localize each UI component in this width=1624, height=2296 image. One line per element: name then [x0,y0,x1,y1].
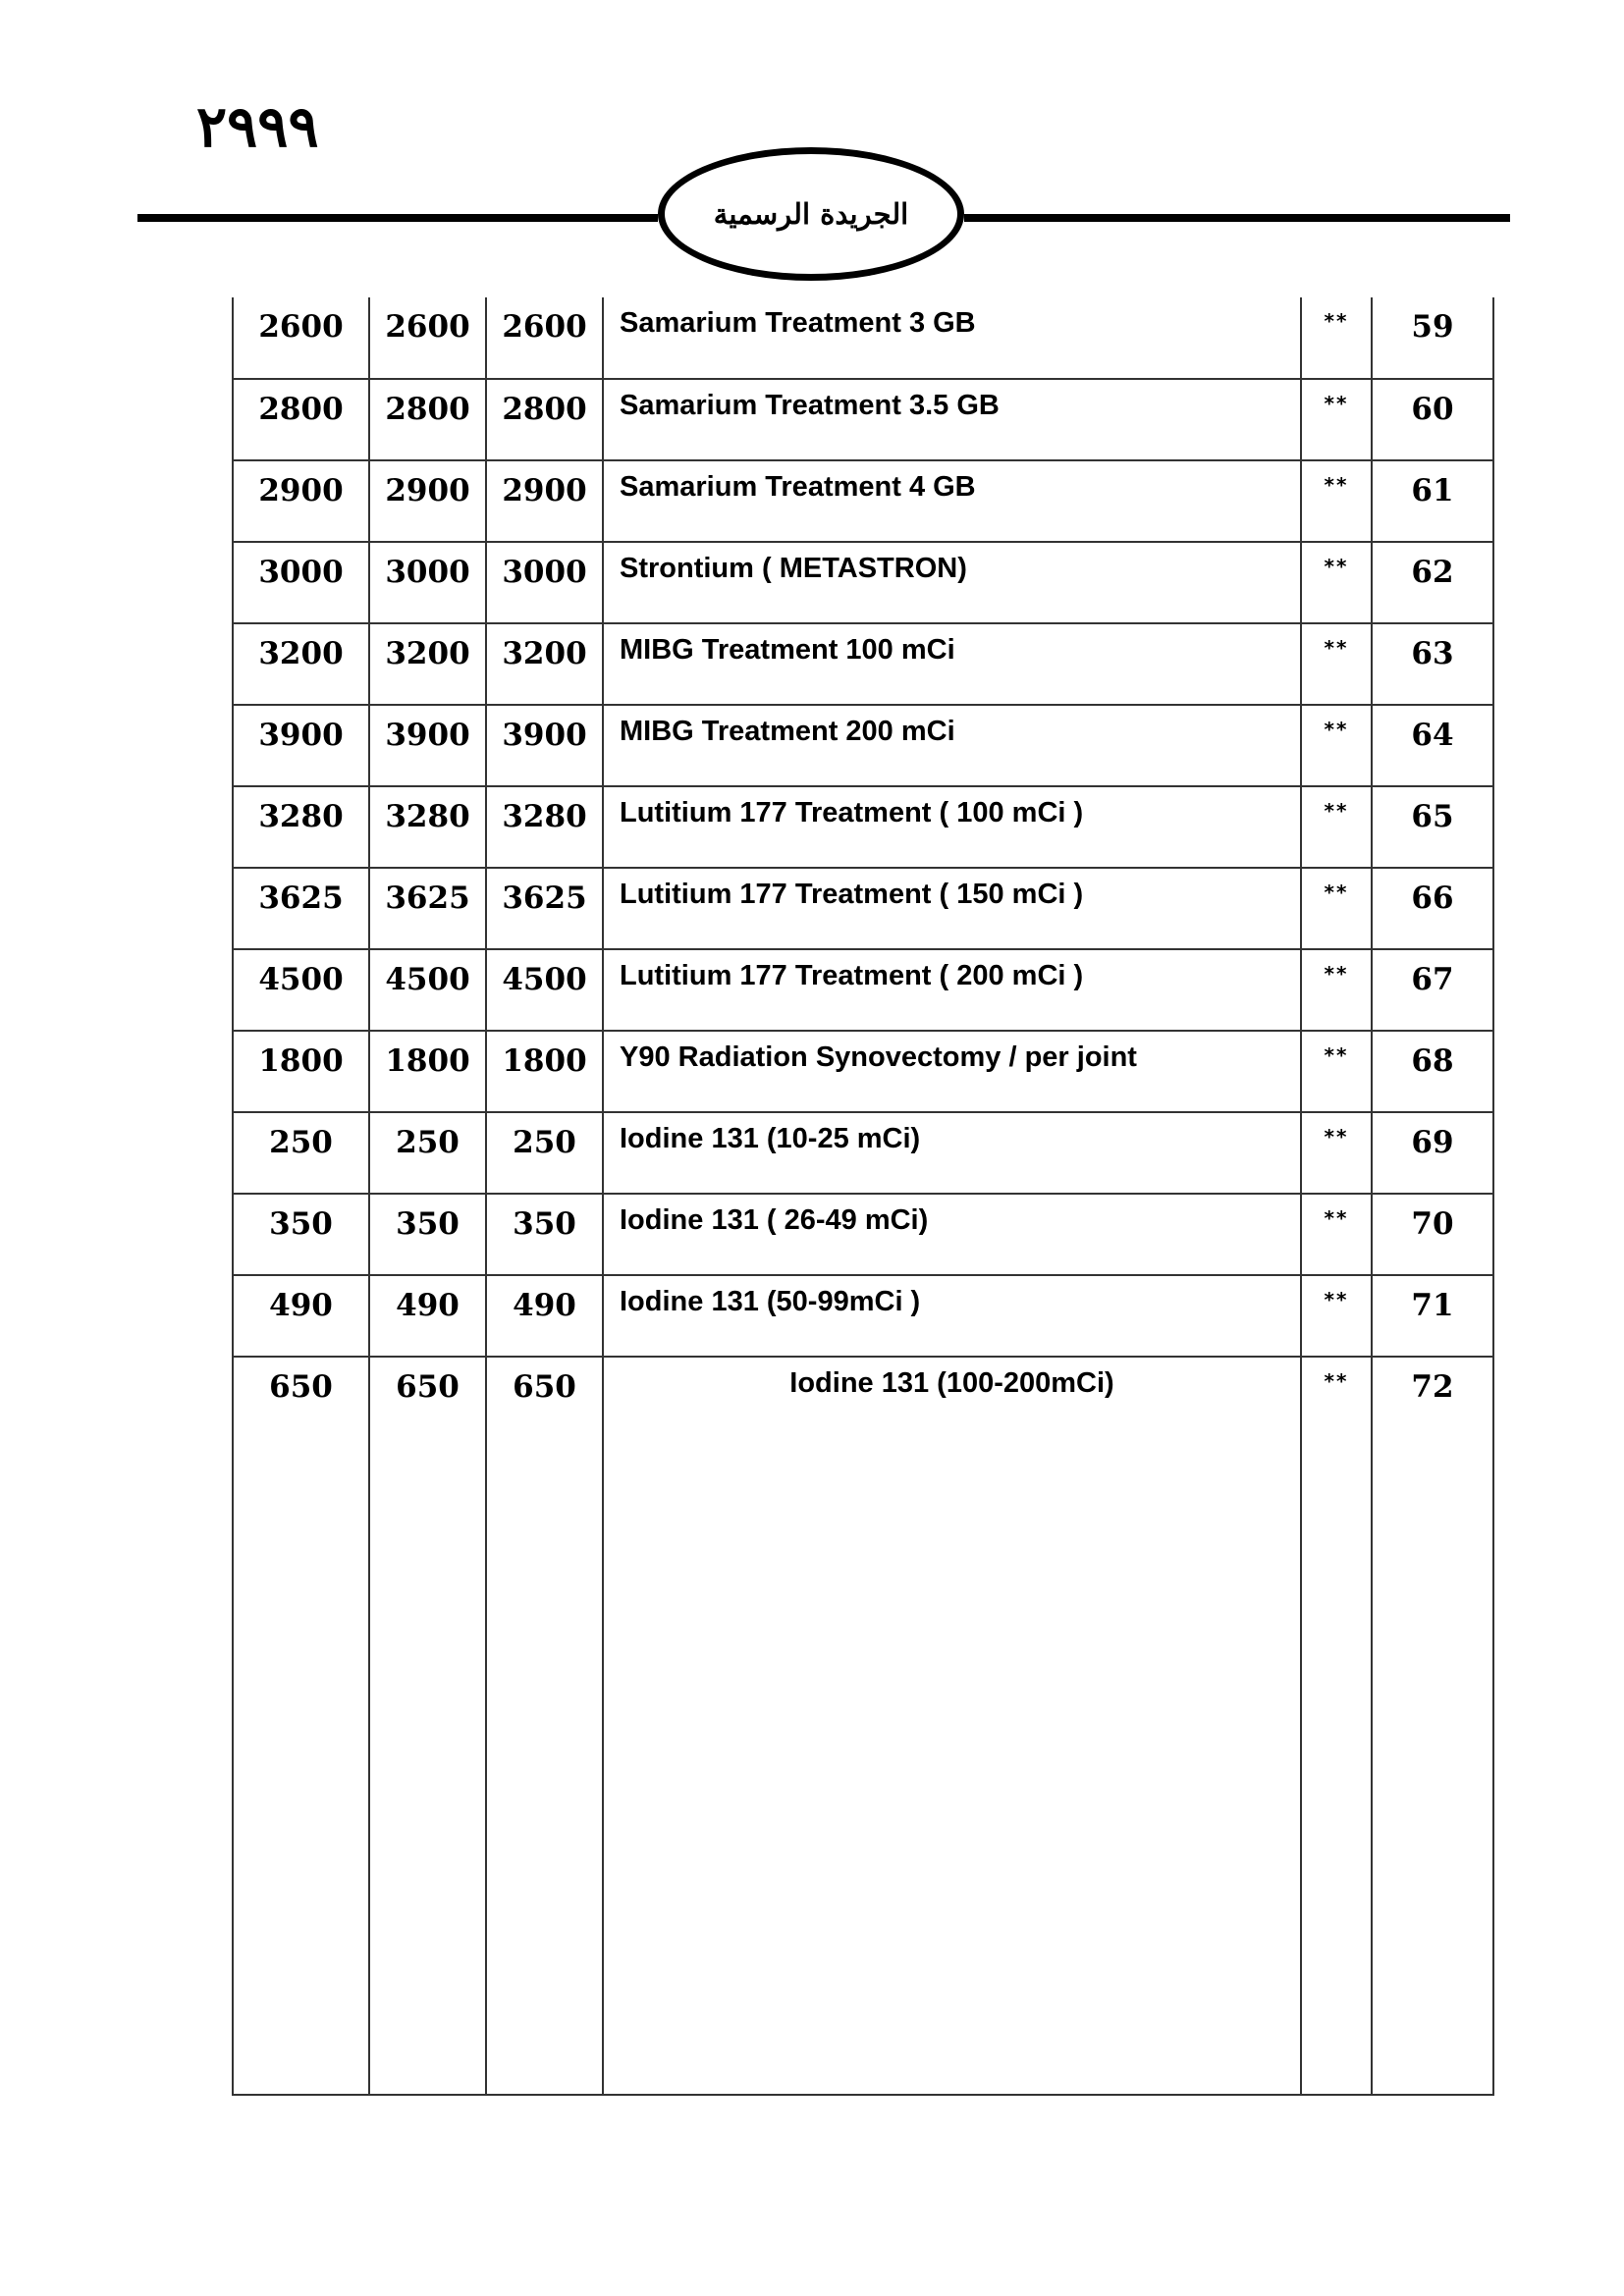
header-rule-left [137,214,658,222]
description-cell: Iodine 131 (50-99mCi ) [603,1275,1301,1357]
price-cell-b: 3200 [369,623,486,705]
price-cell-a: 3200 [233,623,369,705]
description-cell: Iodine 131 (100-200mCi) [603,1357,1301,2095]
header-rule-right [964,214,1510,222]
price-cell-a: 1800 [233,1031,369,1112]
price-cell-a: 4500 [233,949,369,1031]
index-cell: 65 [1372,786,1493,868]
table-row [233,786,1493,868]
price-cell-c: 490 [486,1275,603,1357]
price-cell-a: 3000 [233,542,369,623]
price-cell-a: 490 [233,1275,369,1357]
table-row [233,623,1493,705]
description-cell: Samarium Treatment 3 GB [603,297,1301,379]
index-cell: 64 [1372,705,1493,786]
table-row [233,379,1493,460]
table-row [233,460,1493,542]
price-cell-c: 3625 [486,868,603,949]
price-cell-b: 350 [369,1194,486,1275]
description-cell: Iodine 131 ( 26-49 mCi) [603,1194,1301,1275]
table-row [233,949,1493,1031]
price-cell-c: 2900 [486,460,603,542]
price-cell-b: 4500 [369,949,486,1031]
mark-cell: ** [1301,1031,1372,1112]
index-cell: 62 [1372,542,1493,623]
mark-cell: ** [1301,379,1372,460]
price-cell-c: 350 [486,1194,603,1275]
index-cell: 66 [1372,868,1493,949]
description-cell: Lutitium 177 Treatment ( 150 mCi ) [603,868,1301,949]
price-cell-a: 3625 [233,868,369,949]
mark-cell: ** [1301,868,1372,949]
price-cell-a: 3900 [233,705,369,786]
description-cell: Samarium Treatment 3.5 GB [603,379,1301,460]
index-cell: 70 [1372,1194,1493,1275]
index-cell: 71 [1372,1275,1493,1357]
index-cell: 67 [1372,949,1493,1031]
price-cell-b: 3900 [369,705,486,786]
table-row [233,1112,1493,1194]
price-cell-b: 3280 [369,786,486,868]
price-cell-a: 2600 [233,297,369,379]
mark-cell: ** [1301,297,1372,379]
description-cell: Y90 Radiation Synovectomy / per joint [603,1031,1301,1112]
price-cell-c: 650 [486,1357,603,2095]
description-cell: Lutitium 177 Treatment ( 100 mCi ) [603,786,1301,868]
index-cell: 68 [1372,1031,1493,1112]
price-cell-c: 2800 [486,379,603,460]
table-row [233,705,1493,786]
index-cell: 60 [1372,379,1493,460]
masthead-title: الجريدة الرسمية [713,197,909,231]
description-cell: Lutitium 177 Treatment ( 200 mCi ) [603,949,1301,1031]
price-cell-b: 2900 [369,460,486,542]
price-cell-a: 2900 [233,460,369,542]
price-cell-b: 250 [369,1112,486,1194]
price-cell-c: 1800 [486,1031,603,1112]
table-row [233,542,1493,623]
mark-cell: ** [1301,949,1372,1031]
mark-cell: ** [1301,1112,1372,1194]
table-row [233,1031,1493,1112]
index-cell: 61 [1372,460,1493,542]
mark-cell: ** [1301,1357,1372,2095]
price-table-body [233,297,1493,2095]
price-cell-b: 3000 [369,542,486,623]
table-row [233,1194,1493,1275]
price-cell-c: 250 [486,1112,603,1194]
price-cell-a: 650 [233,1357,369,2095]
price-table [232,297,1494,2096]
index-cell: 69 [1372,1112,1493,1194]
price-cell-b: 3625 [369,868,486,949]
description-cell: Samarium Treatment 4 GB [603,460,1301,542]
mark-cell: ** [1301,623,1372,705]
price-cell-c: 3280 [486,786,603,868]
index-cell: 63 [1372,623,1493,705]
page-number: ٢٩٩٩ [196,93,319,160]
table-row [233,1357,1493,2095]
index-cell: 72 [1372,1357,1493,2095]
price-cell-a: 2800 [233,379,369,460]
price-cell-a: 250 [233,1112,369,1194]
price-cell-a: 3280 [233,786,369,868]
description-cell: Iodine 131 (10-25 mCi) [603,1112,1301,1194]
price-cell-b: 490 [369,1275,486,1357]
description-cell: MIBG Treatment 100 mCi [603,623,1301,705]
price-cell-c: 2600 [486,297,603,379]
description-cell: Strontium ( METASTRON) [603,542,1301,623]
price-cell-b: 1800 [369,1031,486,1112]
mark-cell: ** [1301,786,1372,868]
table-row [233,1275,1493,1357]
mark-cell: ** [1301,1194,1372,1275]
mark-cell: ** [1301,542,1372,623]
mark-cell: ** [1301,705,1372,786]
mark-cell: ** [1301,460,1372,542]
price-cell-c: 4500 [486,949,603,1031]
index-cell: 59 [1372,297,1493,379]
mark-cell: ** [1301,1275,1372,1357]
description-cell: MIBG Treatment 200 mCi [603,705,1301,786]
table-row [233,297,1493,379]
price-cell-a: 350 [233,1194,369,1275]
price-cell-c: 3200 [486,623,603,705]
price-cell-b: 650 [369,1357,486,2095]
price-cell-c: 3000 [486,542,603,623]
masthead-oval [658,147,964,281]
price-cell-b: 2800 [369,379,486,460]
price-cell-c: 3900 [486,705,603,786]
table-row [233,868,1493,949]
price-cell-b: 2600 [369,297,486,379]
